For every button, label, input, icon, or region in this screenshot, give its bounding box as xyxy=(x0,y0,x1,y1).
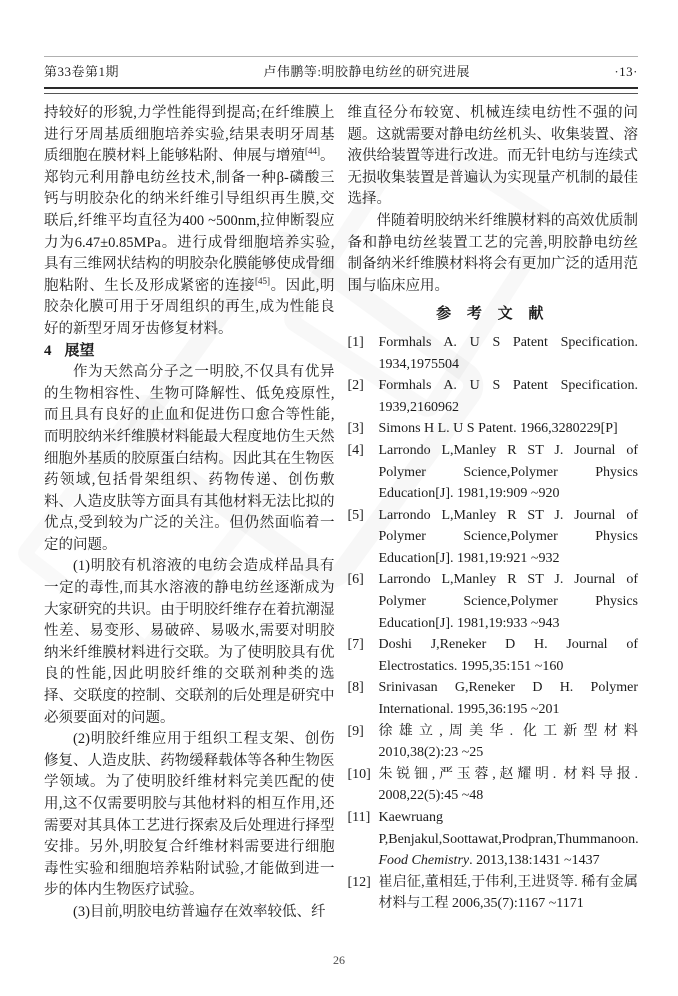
reference-label: [7] xyxy=(347,637,364,653)
reference-label: [9] xyxy=(347,723,364,739)
header-issue: 第33卷第1期 xyxy=(44,64,120,79)
text-run: Larrondo L,Manley R ST J. Journal of Polymer Science,Polymer Physics Education[J]. 1981,19:921 ~932 xyxy=(378,507,638,566)
text-run: 持较好的形貌,力学性能得到提高;在纤维膜上进行牙周基质细胞培养实验,结果表明牙周基质细胞在膜材料上能够粘附、伸展与增殖 xyxy=(44,105,335,165)
page-number: 26 xyxy=(333,953,345,967)
body-paragraph: 伴随着明胶纳米纤维膜材料的高效优质制备和静电纺丝装置工艺的完善,明胶静电纺丝制备纳米纤维膜材料将会有更加广泛的适用范围与临床应用。 xyxy=(347,212,638,294)
text-run: . 2013,138:1431 ~1437 xyxy=(469,853,600,869)
citation-superscript: [45] xyxy=(255,275,271,286)
page-footer xyxy=(0,953,678,968)
header-page-marker: ·13· xyxy=(614,64,638,79)
reference-label: [10] xyxy=(347,766,371,782)
reference-item xyxy=(348,677,639,720)
page-header xyxy=(44,61,638,80)
references-heading: 参 考 文 献 xyxy=(436,306,550,323)
reference-item xyxy=(348,375,639,418)
reference-label: [8] xyxy=(347,680,364,696)
text-run: Larrondo L,Manley R ST J. Journal of Polymer Science,Polymer Physics Education[J]. 1981,19:909 ~920 xyxy=(378,442,638,502)
italic-journal-name: Food Chemistry xyxy=(378,853,470,869)
reference-label: [5] xyxy=(347,507,364,523)
article-body xyxy=(44,103,638,946)
reference-item xyxy=(348,764,639,807)
body-paragraph: (2)明胶纤维应用于组织工程支架、创伤修复、人造皮肤、药物缓释载体等各种生物医学领域。为了使明胶纤维材料完美匹配的使用,这不仅需要明胶与其他材料的相互作用,还需要对其具体工艺进行探索及后处理进行择型安排。另外,明胶复合纤维材料需要进行细胞毒性实验和细胞培养粘附试验,才能做到进一步的体内生物医疗试验。 xyxy=(44,731,335,899)
reference-label: [6] xyxy=(347,572,364,588)
reference-item xyxy=(348,634,639,677)
text-run: 朱锐钿,严玉蓉,赵耀明. 材料导报. 2008,22(5):45 ~48 xyxy=(378,766,638,804)
section-number: 4 xyxy=(44,342,52,359)
header-running-title: 卢伟鹏等:明胶静电纺丝的研究进展 xyxy=(263,64,470,79)
references-list xyxy=(348,332,639,915)
text-run: 崔启征,董相廷,于伟利,王进贤等. 稀有金属材料与工程 2006,35(7):1167 ~1171 xyxy=(378,874,638,912)
header-bottom-rule xyxy=(44,87,638,94)
text-run: Simons H L. U S Patent. 1966,3280229[P] xyxy=(378,421,618,437)
reference-item xyxy=(348,807,639,872)
body-paragraph: 维直径分布较宽、机械连续电纺性不强的问题。这就需要对静电纺丝机头、收集装置、溶液供给装置等进行改进。而无针电纺与连续式无损收集装置是普遍认为实现量产机制的最佳选择。 xyxy=(347,105,638,208)
text-run: 徐雄立,周美华. 化工新型材料 2010,38(2):23 ~25 xyxy=(378,723,638,761)
right-column xyxy=(348,103,639,946)
reference-item xyxy=(348,505,639,570)
reference-label: [3] xyxy=(347,421,364,437)
reference-item xyxy=(348,332,639,375)
text-run: Doshi J,Reneker D H. Journal of Electrostatics. 1995,35:151 ~160 xyxy=(378,637,638,674)
reference-label: [4] xyxy=(347,442,364,458)
section-title: 展望 xyxy=(64,342,95,359)
reference-label: [1] xyxy=(347,334,364,350)
body-paragraph: (1)明胶有机溶液的电纺会造成样品具有一定的毒性,而其水溶液的静电纺丝逐渐成为大家研究的共识。由于明胶纤维存在着抗潮湿性差、易变形、易破碎、易吸水,需要对明胶纳米纤维膜材料进行交联。为了使明胶具有优良的性能,因此明胶纤维的交联剂种类的选择、交联度的控制、交联剂的后处理是研究中必须要面对的问题。 xyxy=(44,558,335,726)
reference-item xyxy=(348,418,639,440)
text-run: Formhals A. U S Patent Specification. 1934,1975504 xyxy=(378,334,638,372)
reference-item xyxy=(348,569,639,634)
body-paragraph xyxy=(44,103,335,341)
text-run: 。郑钧元利用静电纺丝技术,制备一种β-磷酸三钙与明胶杂化的纳米纤维引导组织再生膜,交联后,纤维平均直径为400 ~500nm,拉伸断裂应力为6.47±0.85MPa。进行成骨细胞培养实验,具有三维网状结构的明胶杂化膜能够使成骨细胞粘附、生长及形成紧密的连接 xyxy=(44,148,335,294)
reference-label: [12] xyxy=(347,874,371,890)
reference-label: [2] xyxy=(347,378,364,394)
body-paragraph: 作为天然高分子之一明胶,不仅具有优异的生物相容性、生物可降解性、低免疫原性,而且具有良好的止血和促进伤口愈合等性能,而明胶纳米纤维膜材料能最大程度地仿生天然细胞外基质的胶原蛋白结构。因此其在生物医药领域,包括骨架组织、药物传递、创伤敷料、人造皮肤等方面具有其他材料无法比拟的优点,受到较为广泛的关注。但仍然面临着一定的问题。 xyxy=(44,364,335,553)
text-run: Larrondo L,Manley R ST J. Journal of Polymer Science,Polymer Physics Education[J]. 1981,19:933 ~943 xyxy=(378,572,638,631)
header-top-rule xyxy=(44,56,638,57)
text-run: 。因此,明胶杂化膜可用于牙周组织的再生,成为性能良好的新型牙周牙齿修复材料。 xyxy=(44,277,335,337)
reference-item xyxy=(348,721,639,764)
section-heading xyxy=(44,341,335,363)
reference-label: [11] xyxy=(347,810,371,825)
citation-superscript: [44] xyxy=(305,146,320,157)
body-paragraph: (3)目前,明胶电纺普遍存在效率较低、纤 xyxy=(73,903,326,920)
text-run: Srinivasan G,Reneker D H. Polymer International. 1995,36:195 ~201 xyxy=(378,680,638,718)
reference-item xyxy=(348,440,639,505)
reference-item xyxy=(348,872,639,915)
text-run: Formhals A. U S Patent Specification. 1939,2160962 xyxy=(378,378,638,415)
left-column xyxy=(44,103,335,946)
text-run: Kaewruang P,Benjakul,Soottawat,Prodpran,Thummanoon. xyxy=(378,810,639,847)
